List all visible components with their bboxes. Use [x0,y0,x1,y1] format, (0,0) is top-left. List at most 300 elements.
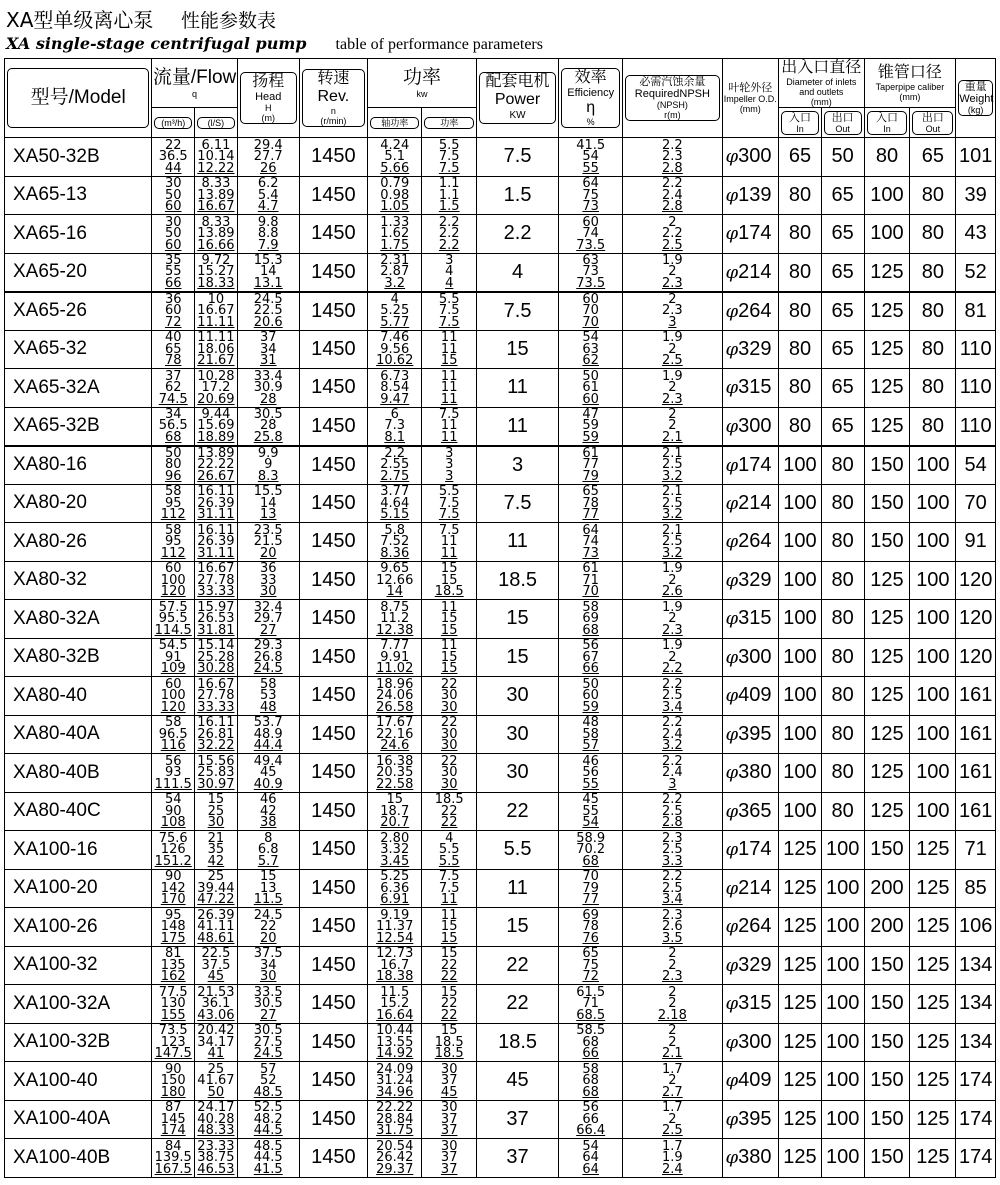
dia-in-cell: 100 [779,638,822,677]
cell-npsh-value: 3.2 [662,468,683,484]
table-row [5,1023,996,1062]
cell-npsh-value: 2.6 [662,919,683,934]
cell-q1-value: 170 [160,892,186,907]
cell-q2-value: 16.67 [197,303,235,319]
cell-q2 [195,1139,238,1178]
motor-cell: 37 [476,1139,558,1178]
cell-pr-value: 22 [440,715,458,730]
motor-cell: 30 [476,715,558,754]
cell-q2 [195,600,238,639]
cell-npsh-value: 1.9 [662,368,683,384]
cell-q2-value: 38.75 [197,1150,235,1165]
cell-q2-value: 26.53 [197,611,235,626]
cell-pr-value: 1.5 [438,199,460,214]
cell-pr [422,523,476,562]
cell-q2-value: 25.83 [197,765,235,780]
cell-pr-value: 7.5 [438,495,460,511]
cell-h [237,869,299,908]
cell-eff-value: 55 [582,803,599,819]
cell-q2-value: 26.81 [197,726,235,742]
phi-symbol: φ [725,916,739,938]
cell-q2-value: 26.39 [197,495,235,511]
cell-h-value: 14 [259,264,277,280]
cell-q1-value: 73.5 [158,1023,188,1038]
cell-ps-value: 22.16 [376,726,414,742]
cell-q1-value: 57.5 [158,599,188,615]
impeller-cell [722,215,779,254]
cell-eff-value: 64 [582,1150,599,1165]
tap-out-cell: 125 [910,908,956,947]
cell-pr-value: 22 [440,1007,458,1023]
phi-symbol: φ [725,223,739,245]
cell-q2-value: 15.27 [197,264,235,280]
table-row [5,1139,996,1178]
cell-ps-value: 9.56 [380,341,410,357]
cell-npsh-value: 2.4 [662,1161,683,1177]
cell-npsh-value: 2 [668,996,677,1011]
cell-h-value: 33.4 [253,368,283,384]
tap-in-cell: 125 [864,369,910,408]
model-cell: XA65-13 [5,176,152,215]
cell-q1-value: 60 [164,237,182,253]
cell-npsh-value: 2.5 [662,495,683,511]
cell-eff-value: 61.5 [576,984,606,1000]
motor-cell: 7.5 [476,292,558,331]
cell-eff-value: 75 [582,957,599,973]
tap-out-cell: 125 [910,985,956,1024]
impeller-value: 214 [738,260,772,283]
cell-pr-value: 30 [440,738,458,753]
cell-ps [368,677,422,716]
cell-h-value: 7.9 [257,237,279,253]
cell-ps-value: 9.65 [380,561,410,576]
cell-q2-value: 18.06 [197,341,235,357]
cell-npsh-value: 3 [668,776,677,792]
table-row [5,292,996,331]
impeller-cell [722,1139,779,1178]
weight-cell: 39 [956,176,996,215]
cell-q1-value: 120 [160,584,186,599]
cell-npsh-value: 2.3 [662,969,683,984]
cell-ps-value: 8.36 [380,545,410,561]
cell-pr-value: 30 [440,1061,458,1077]
cell-npsh-value: 2.8 [662,815,683,830]
cell-eff-value: 58 [582,599,599,615]
model-cell: XA80-32A [5,600,152,639]
tap-out-cell: 100 [910,446,956,485]
cell-eff-value: 47 [582,407,599,422]
cell-q2 [195,946,238,985]
tap-out-cell: 100 [910,792,956,831]
cell-npsh [623,715,722,754]
cell-q2-value: 15.97 [197,599,235,615]
cell-ps [368,330,422,369]
table-row [5,561,996,600]
impeller-cell [722,138,779,177]
cell-npsh-value: 2 [668,649,677,665]
motor-cell: 15 [476,638,558,677]
cell-q2-value: 22.5 [201,946,231,961]
cell-ps-value: 3.45 [380,853,410,869]
cell-eff-value: 71 [582,996,599,1011]
cell-q2-value: 21.67 [197,353,235,368]
impeller-value: 174 [738,453,772,476]
cell-q2 [195,715,238,754]
tap-in-cell: 150 [864,1023,910,1062]
cell-npsh-value: 2.2 [662,792,683,807]
cell-q2-value: 15.69 [197,418,235,434]
cell-q2-value: 34.17 [197,1034,235,1050]
cell-q2-value: 27.78 [197,688,235,703]
cell-h [237,253,299,292]
cell-eff [559,792,623,831]
table-row [5,831,996,870]
model-cell: XA80-16 [5,446,152,485]
cell-pr-value: 11 [440,907,458,923]
motor-cell: 11 [476,869,558,908]
rev-cell: 1450 [299,523,367,562]
tap-out-cell: 125 [910,1023,956,1062]
cell-h-value: 45 [259,765,277,780]
cell-eff-value: 59 [582,699,599,715]
cell-q2-value: 27.78 [197,572,235,588]
cell-q2-value: 16.11 [197,484,235,499]
cell-q2 [195,908,238,947]
cell-q2 [195,292,238,331]
cell-ps-value: 20.7 [380,815,410,830]
cell-npsh-value: 2.3 [662,303,683,319]
cell-q1-value: 175 [160,930,186,946]
cell-ps-value: 1.05 [380,199,410,214]
page-title-cn [6,4,276,33]
cell-npsh-value: 2 [668,1111,677,1127]
cell-npsh-value: 2.7 [662,1084,683,1100]
header-npsh: 必需汽蚀余量 RequiredNPSH (NPSH) r(m) [623,59,722,138]
cell-pr-value: 3 [445,445,454,461]
cell-q2-value: 8.33 [201,214,231,230]
cell-npsh-value: 2.3 [662,275,683,291]
cell-pr-value: 15 [440,919,458,934]
cell-npsh-value: 2.2 [662,226,683,241]
rev-cell: 1450 [299,1139,367,1178]
cell-h [237,561,299,600]
cell-eff [559,638,623,677]
cell-q1-value: 36.5 [158,149,188,164]
cell-ps-value: 12.66 [376,572,414,588]
cell-pr-value: 1.1 [438,187,460,203]
cell-h-value: 20 [259,545,277,561]
dia-out-cell: 80 [821,523,864,562]
cell-ps [368,561,422,600]
cell-q1-value: 147.5 [154,1046,192,1061]
cell-pr [422,754,476,793]
header-power-shaft: 轴功率 [368,108,422,138]
cell-npsh-value: 2.2 [662,661,683,676]
motor-cell: 37 [476,1100,558,1139]
cell-eff [559,215,623,254]
cell-ps [368,484,422,523]
cell-ps-value: 12.73 [376,946,414,961]
tap-out-cell: 100 [910,484,956,523]
cell-q1-value: 56.5 [158,418,188,434]
impeller-value: 264 [738,299,772,322]
table-body [5,138,996,1178]
cell-eff [559,176,623,215]
motor-cell: 7.5 [476,484,558,523]
table-row [5,908,996,947]
header-flow-m3h: (m³/h) [152,108,195,138]
cell-pr-value: 1.1 [438,176,460,191]
cell-q2-value: 18.89 [197,429,235,445]
cell-h-value: 31 [259,353,277,368]
cell-ps-value: 0.79 [380,176,410,191]
dia-out-cell: 80 [821,600,864,639]
cell-npsh [623,869,722,908]
impeller-cell [722,330,779,369]
motor-cell: 15 [476,330,558,369]
cell-h-value: 28 [259,418,277,434]
cell-eff [559,330,623,369]
cell-npsh-value: 3.4 [662,699,683,715]
model-cell: XA80-32B [5,638,152,677]
cell-eff-value: 78 [582,919,599,934]
cell-pr [422,138,476,177]
cell-ps-value: 3.2 [384,275,406,291]
cell-eff-value: 64 [582,176,599,191]
phi-symbol: φ [725,800,739,822]
cell-ps-value: 20.54 [376,1138,414,1154]
tap-out-cell: 100 [910,561,956,600]
header-tap-out: 出口 Out [910,108,956,138]
dia-in-cell: 100 [779,715,822,754]
cell-pr-value: 15 [440,611,458,626]
cell-eff-value: 54 [582,1138,599,1154]
weight-cell: 110 [956,369,996,408]
cell-q2 [195,253,238,292]
model-cell: XA100-26 [5,908,152,947]
cell-ps-value: 10.62 [376,353,414,368]
cell-npsh-value: 2.2 [662,176,683,191]
cell-h-value: 40.9 [253,776,283,792]
cell-q1-value: 90 [164,803,182,819]
cell-q1-value: 40 [164,330,182,345]
weight-cell: 101 [956,138,996,177]
table-row [5,792,996,831]
dia-out-cell: 80 [821,638,864,677]
cell-q2-value: 6.11 [201,137,231,153]
cell-q2-value: 11.11 [197,314,235,330]
cell-pr [422,215,476,254]
tap-in-cell: 100 [864,215,910,254]
header-flow: 流量/Flow q [152,59,237,108]
cell-npsh-value: 2 [668,611,677,626]
tap-in-cell: 150 [864,985,910,1024]
cell-q2-value: 37.5 [201,957,231,973]
cell-ps-value: 7.3 [384,418,406,434]
cell-eff-value: 56 [582,1100,599,1115]
rev-cell: 1450 [299,253,367,292]
motor-cell: 22 [476,985,558,1024]
dia-in-cell: 100 [779,523,822,562]
cell-ps [368,831,422,870]
cell-npsh [623,561,722,600]
motor-cell: 7.5 [476,138,558,177]
impeller-cell [722,715,779,754]
phi-symbol: φ [725,877,739,899]
cell-q1-value: 180 [160,1084,186,1100]
cell-ps-value: 3.32 [380,842,410,857]
cell-eff [559,831,623,870]
cell-ps-value: 7.77 [380,638,410,653]
dia-out-cell: 80 [821,754,864,793]
cell-pr-value: 37 [440,1111,458,1127]
cell-h [237,484,299,523]
cell-ps-value: 5.8 [384,522,406,538]
cell-q2-value: 46.53 [197,1161,235,1177]
tap-in-cell: 150 [864,446,910,485]
cell-pr-value: 22 [440,996,458,1011]
tap-out-cell: 125 [910,831,956,870]
cell-h-value: 41.5 [253,1161,283,1177]
cell-h-value: 13 [259,880,277,896]
cell-q1-value: 22 [164,137,182,153]
cell-eff-value: 68 [582,1073,599,1088]
motor-cell: 1.5 [476,176,558,215]
header-dia-out: 出口 Out [821,108,864,138]
table-row [5,446,996,485]
cell-pr-value: 22 [440,815,458,830]
cell-h-value: 52.5 [253,1100,283,1115]
cell-npsh [623,292,722,331]
cell-npsh-value: 2 [668,946,677,961]
dia-out-cell: 100 [821,1062,864,1101]
header-flow-ls: (l/S) [195,108,238,138]
dia-out-cell: 100 [821,1100,864,1139]
cell-npsh [623,792,722,831]
cell-eff [559,869,623,908]
tap-out-cell: 100 [910,754,956,793]
motor-cell: 11 [476,523,558,562]
cell-q1-value: 120 [160,699,186,715]
cell-h-value: 6.2 [257,176,279,191]
cell-h-value: 27 [259,622,277,638]
cell-h-value: 5.4 [257,187,279,203]
title-model: XA型 [6,8,54,32]
cell-h [237,446,299,485]
cell-q1-value: 148 [160,919,186,934]
weight-cell: 134 [956,1023,996,1062]
cell-h-value: 38 [259,815,277,830]
cell-q2-value: 12.22 [197,160,235,176]
cell-pr-value: 15 [440,1023,458,1038]
cell-h-value: 13 [259,507,277,522]
phi-symbol: φ [725,954,739,976]
cell-q1-value: 55 [164,264,182,280]
tap-out-cell: 125 [910,946,956,985]
dia-in-cell: 100 [779,484,822,523]
tap-in-cell: 125 [864,754,910,793]
cell-ps-value: 12.38 [376,622,414,638]
cell-pr-value: 7.5 [438,149,460,164]
cell-pr-value: 37 [440,1073,458,1088]
motor-cell: 22 [476,792,558,831]
cell-pr-value: 11 [440,599,458,615]
cell-h [237,1139,299,1178]
cell-npsh [623,176,722,215]
cell-q1-value: 90 [164,1061,182,1077]
impeller-value: 409 [738,684,772,707]
cell-npsh-value: 2.1 [662,522,683,538]
cell-q1 [152,638,195,677]
cell-eff [559,369,623,408]
cell-h-value: 29.3 [253,638,283,653]
impeller-cell [722,484,779,523]
tap-in-cell: 150 [864,946,910,985]
cell-q2-value: 41.67 [197,1073,235,1088]
weight-cell: 174 [956,1062,996,1101]
cell-pr-value: 15 [440,353,458,368]
cell-h-value: 30.5 [253,1023,283,1038]
tap-out-cell: 125 [910,1100,956,1139]
phi-symbol: φ [725,1147,739,1169]
impeller-value: 380 [738,761,772,784]
cell-eff [559,1062,623,1101]
cell-q1-value: 60 [164,199,182,214]
cell-q2-value: 9.44 [201,407,231,422]
tap-in-cell: 125 [864,792,910,831]
motor-cell: 11 [476,407,558,446]
cell-eff [559,600,623,639]
tap-out-cell: 125 [910,869,956,908]
cell-q1-value: 112 [160,507,186,522]
cell-q2-value: 30.28 [197,661,235,676]
cell-npsh-value: 2.2 [662,869,683,884]
cell-ps-value: 24.6 [380,738,410,753]
cell-q2-value: 41.11 [197,919,235,934]
cell-ps-value: 1.33 [380,214,410,230]
cell-pr-value: 15 [440,572,458,588]
cell-npsh [623,330,722,369]
cell-pr [422,407,476,446]
tap-in-cell: 125 [864,638,910,677]
cell-q1-value: 84 [164,1138,182,1154]
cell-npsh [623,484,722,523]
cell-q1-value: 78 [164,353,182,368]
cell-q1-value: 37 [164,368,182,384]
cell-pr-value: 11 [440,368,458,384]
cell-q1-value: 50 [164,226,182,241]
rev-cell: 1450 [299,1023,367,1062]
cell-npsh-value: 1.9 [662,599,683,615]
cell-ps [368,908,422,947]
tap-out-cell: 100 [910,523,956,562]
weight-cell: 110 [956,330,996,369]
dia-out-cell: 65 [821,176,864,215]
cell-h-value: 20 [259,930,277,946]
cell-h-value: 58 [259,676,277,692]
cell-q1 [152,561,195,600]
cell-h [237,677,299,716]
table-row [5,677,996,716]
cell-pr-value: 11 [440,330,458,345]
cell-q2-value: 16.11 [197,715,235,730]
cell-h-value: 44.4 [253,738,283,753]
cell-eff-value: 54 [582,815,599,830]
cell-q1 [152,600,195,639]
cell-ps-value: 2.80 [380,830,410,846]
cell-h [237,908,299,947]
weight-cell: 91 [956,523,996,562]
